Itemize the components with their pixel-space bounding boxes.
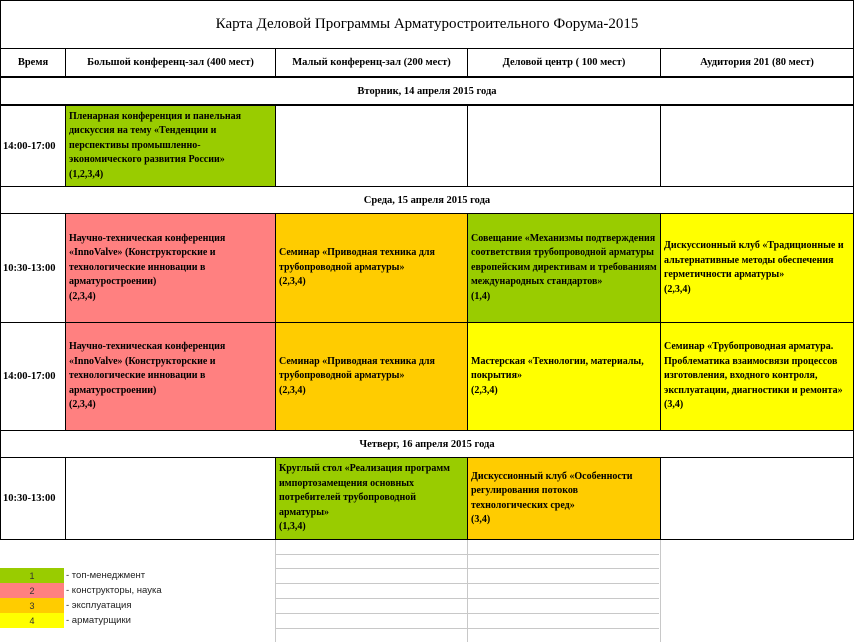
event-codes: (3,4) <box>664 399 684 411</box>
event-title: Семинар «Приводная техника для трубопроводной арматуры» <box>279 247 435 273</box>
event-codes: (1,4) <box>471 290 491 302</box>
event-title: Совещание «Механизмы подтверждения соответствия трубопроводной арматуры европейским директивам и требованиям международных стандартов» <box>471 232 657 288</box>
event-cell <box>275 322 468 431</box>
legend-label-1: - топ-менеджмент <box>66 570 146 581</box>
event-title: Пленарная конференция и панельная дискуссия на тему «Тенденции и перспективы промышленно-экономического развития России» <box>69 110 242 166</box>
event-codes: (2,3,4) <box>69 399 96 411</box>
event-codes: (1,2,3,4) <box>69 168 104 180</box>
event-codes: (2,3,4) <box>279 384 306 396</box>
event-codes: (1,3,4) <box>279 521 306 533</box>
event-title: Круглый стол «Реализация программ импортозамещения основных потребителей трубопроводной арматуры» <box>279 463 450 518</box>
header-business-center: Деловой центр ( 100 мест) <box>467 48 661 77</box>
event-cell <box>467 322 661 431</box>
event-title: Научно-техническая конференция «InnoValve» (Конструкторские и технологические инновации в арматуростроении) <box>69 232 226 288</box>
grid-line <box>660 540 661 642</box>
event-codes: (2,3,4) <box>471 384 498 396</box>
time-slot: 14:00-17:00 <box>0 322 66 431</box>
time-slot: 10:30-13:00 <box>0 213 66 323</box>
legend-label-3: - эксплуатация <box>66 600 132 611</box>
event-title: Дискуссионный клуб «Особенности регулирования потоков технологических сред» <box>471 470 633 511</box>
time-slot: 14:00-17:00 <box>0 105 66 187</box>
grid-line <box>275 540 276 642</box>
event-title: Мастерская «Технологии, материалы, покрытия» <box>471 355 644 382</box>
empty-cell <box>660 105 854 187</box>
grid-line <box>467 540 468 642</box>
empty-cell <box>65 457 276 540</box>
event-codes: (2,3,4) <box>664 283 691 295</box>
day-wednesday: Среда, 15 апреля 2015 года <box>0 186 854 214</box>
day-tuesday: Вторник, 14 апреля 2015 года <box>0 77 854 105</box>
day-thursday: Четверг, 16 апреля 2015 года <box>0 430 854 458</box>
event-title: Научно-техническая конференция «InnoValve» (Конструкторские и технологические инновации в арматуростроении) <box>69 341 226 396</box>
event-cell <box>467 457 661 540</box>
empty-cell <box>467 105 661 187</box>
legend-swatch-1: 1 <box>0 568 64 583</box>
event-cell <box>660 213 854 323</box>
event-title: Семинар «Приводная техника для трубопроводной арматуры» <box>279 355 435 382</box>
event-cell <box>275 213 468 323</box>
empty-cell <box>660 457 854 540</box>
event-cell <box>467 213 661 323</box>
legend-swatch-4: 4 <box>0 613 64 628</box>
header-hall-big: Большой конференц-зал (400 мест) <box>65 48 276 77</box>
header-auditorium: Аудитория 201 (80 мест) <box>660 48 854 77</box>
page-title: Карта Деловой Программы Арматуростроительного Форума-2015 <box>0 0 854 48</box>
event-codes: (3,4) <box>471 514 491 525</box>
event-cell <box>65 322 276 431</box>
event-cell <box>660 322 854 431</box>
legend-label-2: - конструкторы, наука <box>66 585 162 596</box>
empty-cell <box>275 105 468 187</box>
event-title: Дискуссионный клуб «Традиционные и альтернативные методы обеспечения герметичности арматуры» <box>664 240 844 280</box>
event-cell <box>65 105 276 187</box>
event-title: Семинар «Трубопроводная арматура. Проблематика взаимосвязи процессов изготовления, входного контроля, эксплуатации, диагностики и ремонта» <box>664 341 843 396</box>
header-time: Время <box>0 48 66 77</box>
event-cell <box>275 457 468 540</box>
legend-swatch-2: 2 <box>0 583 64 598</box>
time-slot: 10:30-13:00 <box>0 457 66 540</box>
event-codes: (2,3,4) <box>69 290 96 302</box>
legend-label-4: - арматурщики <box>66 615 131 626</box>
event-codes: (2,3,4) <box>279 276 306 288</box>
header-hall-small: Малый конференц-зал (200 мест) <box>275 48 468 77</box>
event-cell <box>65 213 276 323</box>
legend-swatch-3: 3 <box>0 598 64 613</box>
